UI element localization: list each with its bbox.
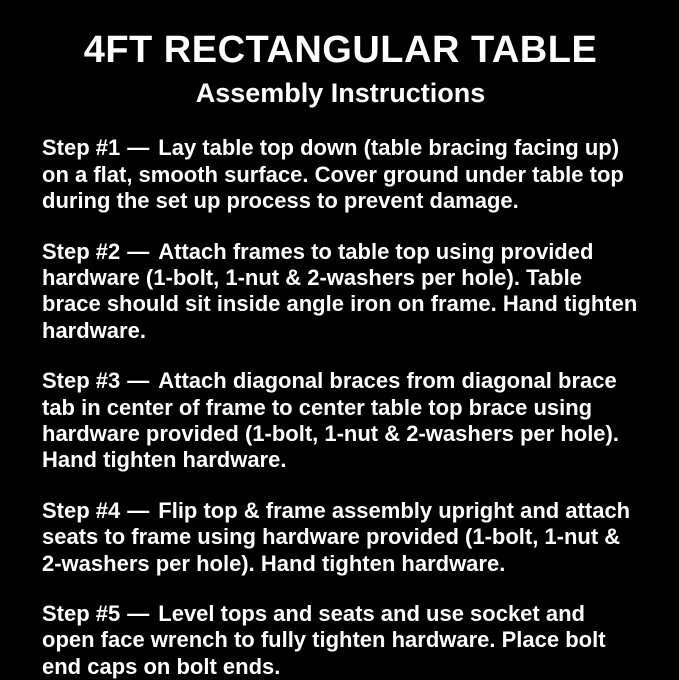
step-label: Step #4 [42, 497, 121, 523]
step-separator: — [127, 238, 150, 264]
step-item-1 [42, 135, 639, 214]
steps-list [42, 135, 639, 680]
step-separator: — [127, 600, 150, 626]
step-item-5 [42, 601, 639, 680]
page-title: 4FT RECTANGULAR TABLE [83, 29, 598, 71]
step-item-3 [42, 368, 639, 474]
step-separator: — [127, 135, 150, 161]
step-text: Flip top & frame assembly upright and attach seats to frame using hardware provided (1-bolt, 1-nut & 2-washers per hole). Hand tighten hardware. [42, 497, 631, 576]
step-separator: — [127, 497, 150, 523]
step-label: Step #5 [42, 600, 121, 626]
step-label: Step #3 [42, 368, 121, 394]
step-text: Lay table top down (table bracing facing up) on a flat, smooth surface. Cover ground under table top during the set up process to prevent damage. [42, 135, 624, 214]
step-item-2 [42, 239, 639, 345]
step-item-4 [42, 498, 639, 577]
step-label: Step #2 [42, 238, 121, 264]
step-text: Attach diagonal braces from diagonal brace tab in center of frame to center table top brace using hardware provided (1-bolt, 1-nut & 2-washers per hole). Hand tighten hardware. [42, 368, 619, 473]
step-text: Level tops and seats and use socket and open face wrench to fully tighten hardware. Place bolt end caps on bolt ends. [42, 600, 606, 679]
step-label: Step #1 [42, 135, 121, 161]
step-separator: — [127, 368, 150, 394]
poster-header [42, 30, 639, 108]
step-text: Attach frames to table top using provided hardware (1-bolt, 1-nut & 2-washers per hole). Table brace should sit inside angle iron on frame. Hand tighten hardware. [42, 238, 638, 343]
page-subtitle: Assembly Instructions [195, 77, 486, 108]
